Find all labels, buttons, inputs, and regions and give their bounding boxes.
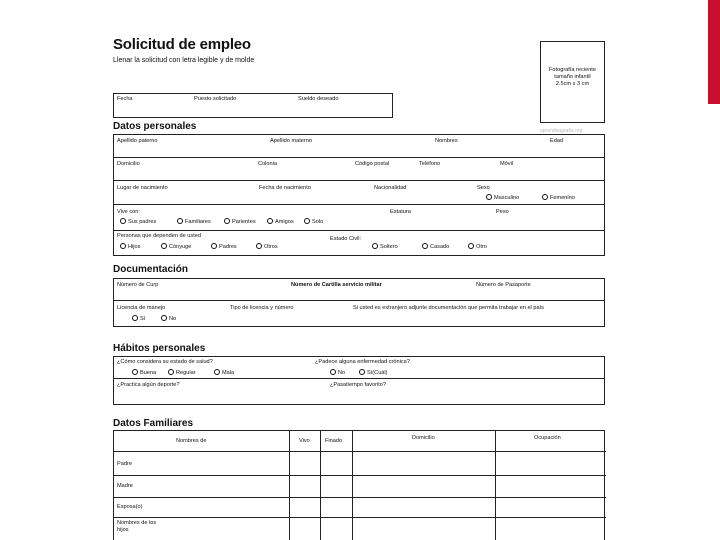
- estado-civil-soltero-radio[interactable]: Soltero: [372, 243, 398, 250]
- enfermedad-si-radio[interactable]: Sí(Cuál): [359, 369, 388, 376]
- row-salud: [114, 357, 604, 379]
- salud-label: ¿Cómo considera su estado de salud?: [117, 359, 213, 365]
- dependientes-label: Personas que dependen de usted: [117, 233, 201, 239]
- row-deporte: [114, 379, 604, 406]
- dependientes-conyuge-radio[interactable]: Cónyuge: [161, 243, 191, 250]
- licencia-label: Licencia de manejo: [117, 305, 166, 311]
- photo-note-line-2: tamaño infantil: [554, 74, 591, 80]
- deporte-field[interactable]: ¿Practica algún deporte?: [117, 382, 180, 388]
- vive-con-amigos-radio[interactable]: Amigos: [267, 218, 294, 225]
- top-fields-box: [113, 93, 393, 118]
- familiares-table: [113, 430, 605, 540]
- licencia-si-radio[interactable]: Sí: [132, 315, 145, 322]
- fecha-nacimiento-field[interactable]: Fecha de nacimiento: [259, 185, 311, 191]
- peso-field[interactable]: Peso: [496, 209, 509, 215]
- codigo-postal-field[interactable]: Código postal: [355, 161, 390, 167]
- cartilla-field[interactable]: Número de Cartilla servicio militar: [291, 282, 382, 288]
- sexo-label: Sexo: [477, 185, 490, 191]
- curp-field[interactable]: Número de Curp: [117, 282, 159, 288]
- row-padre-label: Padre: [117, 461, 132, 467]
- page-subtitle: Llenar la solicitud con letra legible y de molde: [113, 57, 255, 64]
- habitos-box: [113, 356, 605, 405]
- licencia-no-radio[interactable]: No: [161, 315, 176, 322]
- col-ocupacion-header: Ocupación: [534, 435, 561, 441]
- estado-civil-casado-radio[interactable]: Casado: [422, 243, 449, 250]
- dependientes-padres-radio[interactable]: Padres: [211, 243, 237, 250]
- lugar-nacimiento-field[interactable]: Lugar de nacimiento: [117, 185, 168, 191]
- estado-civil-label: Estado Civil:: [330, 236, 362, 242]
- vive-con-solo-radio[interactable]: Solo: [304, 218, 323, 225]
- pasaporte-field[interactable]: Número de Pasaporte: [476, 282, 531, 288]
- row-documentos: [114, 279, 604, 301]
- datos-personales-box: [113, 134, 605, 256]
- photo-note-line-1: Fotografía reciente: [549, 67, 596, 73]
- sexo-femenino-radio[interactable]: Femenino: [542, 194, 575, 201]
- sexo-masculino-radio[interactable]: Masculino: [486, 194, 519, 201]
- salud-regular-radio[interactable]: Regular: [168, 369, 196, 376]
- row-dependientes: [114, 231, 604, 257]
- col-nombres-header: Nombres de: [176, 438, 207, 444]
- row-domicilio: [114, 158, 604, 181]
- vive-con-parientes-radio[interactable]: Parientes: [224, 218, 256, 225]
- dependientes-hijos-radio[interactable]: Hijos: [120, 243, 140, 250]
- salud-buena-radio[interactable]: Buena: [132, 369, 156, 376]
- extranjero-note: Si usted es extranjero adjunte documentación que permita trabajar en el país: [353, 305, 544, 311]
- fecha-field[interactable]: Fecha: [117, 96, 133, 102]
- row-nacimiento: [114, 181, 604, 205]
- vive-con-padres-radio[interactable]: Sus padres: [120, 218, 156, 225]
- accent-bar: [708, 0, 720, 104]
- movil-field[interactable]: Móvil: [500, 161, 514, 167]
- telefono-field[interactable]: Teléfono: [419, 161, 441, 167]
- row-vive-con: [114, 205, 604, 231]
- estado-civil-otro-radio[interactable]: Otro: [468, 243, 487, 250]
- salud-mala-radio[interactable]: Mala: [214, 369, 234, 376]
- col-vivo-header: Vivo: [299, 438, 310, 444]
- vive-con-label: Vive con:: [117, 209, 140, 215]
- col-domicilio-header: Domicilio: [412, 435, 435, 441]
- enfermedad-no-radio[interactable]: No: [330, 369, 345, 376]
- domicilio-field[interactable]: Domicilio: [117, 161, 140, 167]
- page-title: Solicitud de empleo: [113, 36, 251, 53]
- apellido-materno-field[interactable]: Apellido materno: [270, 138, 312, 144]
- tipo-licencia-field[interactable]: Tipo de licencia y número: [230, 305, 294, 311]
- nacionalidad-field[interactable]: Nacionalidad: [374, 185, 407, 191]
- row-madre-label: Madre: [117, 483, 133, 489]
- row-hijos-label: Nombres de los hijos: [117, 520, 157, 533]
- section-datos-personales: Datos personales: [113, 121, 197, 132]
- edad-field[interactable]: Edad: [550, 138, 564, 144]
- col-finado-header: Finado: [325, 438, 343, 444]
- pasatiempo-field[interactable]: ¿Pasatiempo favorito?: [330, 382, 386, 388]
- section-documentacion: Documentación: [113, 264, 189, 275]
- sueldo-field[interactable]: Sueldo deseado: [298, 96, 339, 102]
- apellido-paterno-field[interactable]: Apellido paterno: [117, 138, 158, 144]
- nombres-field[interactable]: Nombres: [435, 138, 458, 144]
- photo-box[interactable]: [540, 41, 605, 123]
- vive-con-familiares-radio[interactable]: Familiares: [177, 218, 211, 225]
- dependientes-otros-radio[interactable]: Otros: [256, 243, 278, 250]
- section-habitos: Hábitos personales: [113, 343, 206, 354]
- photo-note-line-3: 2.5cm x 3 cm: [555, 81, 590, 87]
- documentacion-box: [113, 278, 605, 327]
- estatura-field[interactable]: Estatura: [390, 209, 411, 215]
- colonia-field[interactable]: Colonia: [258, 161, 277, 167]
- section-familiares: Datos Familiares: [113, 418, 194, 429]
- row-esposa-label: Esposa(o): [117, 504, 143, 510]
- watermark: aprendeagrafia.org: [540, 128, 583, 134]
- row-nombre: [114, 135, 604, 158]
- puesto-field[interactable]: Puesto solicitado: [194, 96, 237, 102]
- enfermedad-label: ¿Padece alguna enfermedad crónica?: [315, 359, 410, 365]
- row-licencia: [114, 301, 604, 328]
